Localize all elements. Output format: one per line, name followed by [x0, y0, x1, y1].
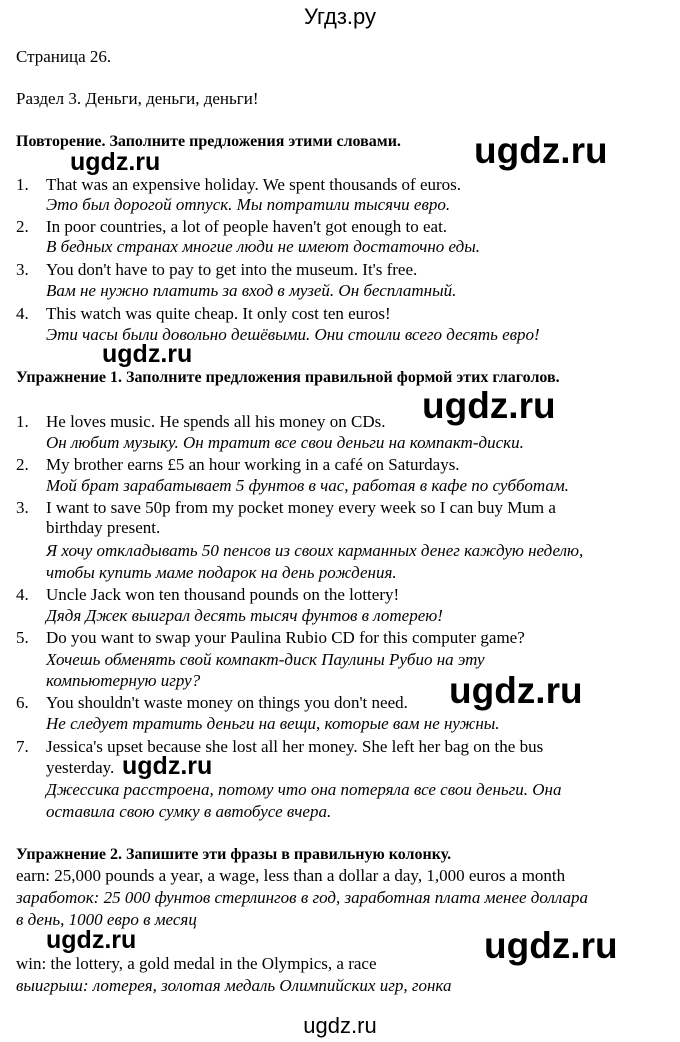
ex1-item-7-en-line1: Jessica's upset because she lost all her money. She left her bag on the bus: [46, 737, 544, 756]
review-item-2-en: In poor countries, a lot of people haven't got enough to eat.: [46, 217, 448, 236]
ex1-item-1-num: 1.: [16, 412, 29, 431]
ex1-item-2-ru: Мой брат зарабатывает 5 фунтов в час, работая в кафе по субботам.: [46, 476, 569, 495]
watermark-4: ugdz.ru: [422, 385, 556, 426]
ex1-item-7-num: 7.: [16, 737, 29, 756]
ex1-item-4-en: Uncle Jack won ten thousand pounds on the lottery!: [46, 585, 400, 604]
ex1-item-7-en-line2: yesterday.: [46, 758, 115, 777]
ex1-item-3-en-line1: I want to save 50p from my pocket money every week so I can buy Mum a: [46, 498, 556, 517]
ex1-item-5-ru-line1: Хочешь обменять свой компакт-диск Паулины Рубио на эту: [46, 650, 485, 669]
review-item-1-en: That was an expensive holiday. We spent thousands of euros.: [46, 175, 462, 194]
ex1-item-1-en: He loves music. He spends all his money on CDs.: [46, 412, 386, 431]
ex1-item-3-en-line2: birthday present.: [46, 518, 161, 537]
watermark-5: ugdz.ru: [449, 670, 583, 711]
ex1-item-1-ru: Он любит музыку. Он тратит все свои деньги на компакт-диски.: [46, 433, 524, 452]
exercise2-heading: Упражнение 2. Запишите эти фразы в правильную колонку.: [16, 846, 452, 863]
review-item-3-num: 3.: [16, 260, 29, 279]
win-phrases: win: the lottery, a gold medal in the Olympics, a race: [16, 954, 377, 973]
footer-site: ugdz.ru: [303, 1013, 377, 1038]
ex1-item-4-ru: Дядя Джек выиграл десять тысяч фунтов в лотерею!: [46, 606, 443, 625]
ex1-item-3-ru-line1: Я хочу откладывать 50 пенсов из своих карманных денег каждую неделю,: [46, 541, 584, 560]
watermark-1: ugdz.ru: [70, 148, 161, 176]
earn-translation-line1: заработок: 25 000 фунтов стерлингов в год, заработная плата менее доллара: [16, 888, 589, 907]
review-item-3-ru: Вам не нужно платить за вход в музей. Он бесплатный.: [46, 281, 457, 300]
review-heading: Повторение. Заполните предложения этими словами.: [16, 133, 401, 150]
earn-translation-line2: в день, 1000 евро в месяц: [16, 910, 197, 929]
watermark-3: ugdz.ru: [102, 340, 193, 368]
review-item-4-en: This watch was quite cheap. It only cost ten euros!: [46, 304, 391, 323]
watermark-7: ugdz.ru: [46, 926, 137, 954]
ex1-item-6-en: You shouldn't waste money on things you don't need.: [46, 693, 408, 712]
ex1-item-6-num: 6.: [16, 693, 29, 712]
watermark-2: ugdz.ru: [474, 130, 608, 171]
review-item-4-num: 4.: [16, 304, 29, 323]
ex1-item-5-ru-line2: компьютерную игру?: [46, 671, 201, 690]
ex1-item-2-num: 2.: [16, 455, 29, 474]
ex1-item-7-ru-line2: оставила свою сумку в автобусе вчера.: [46, 802, 332, 821]
ex1-item-3-num: 3.: [16, 498, 29, 517]
review-item-4-ru: Эти часы были довольно дешёвыми. Они стоили всего десять евро!: [46, 325, 540, 344]
ex1-item-7-ru-line1: Джессика расстроена, потому что она потеряла все свои деньги. Она: [46, 780, 562, 799]
ex1-item-6-ru: Не следует тратить деньги на вещи, которые вам не нужны.: [46, 714, 500, 733]
watermark-8: ugdz.ru: [484, 925, 618, 966]
ex1-item-3-ru-line2: чтобы купить маме подарок на день рождения.: [46, 563, 397, 582]
review-item-2-ru: В бедных странах многие люди не имеют достаточно еды.: [46, 237, 481, 256]
review-item-1-num: 1.: [16, 175, 29, 194]
section-label: Раздел 3. Деньги, деньги, деньги!: [16, 89, 259, 108]
site-title: Угдз.ру: [303, 4, 377, 29]
ex1-item-4-num: 4.: [16, 585, 29, 604]
review-item-2-num: 2.: [16, 217, 29, 236]
win-translation: выигрыш: лотерея, золотая медаль Олимпийских игр, гонка: [16, 976, 452, 995]
page-label: Страница 26.: [16, 47, 112, 66]
earn-phrases: earn: 25,000 pounds a year, a wage, less than a dollar a day, 1,000 euros a month: [16, 866, 566, 885]
ex1-item-2-en: My brother earns £5 an hour working in a café on Saturdays.: [46, 455, 460, 474]
review-item-1-ru: Это был дорогой отпуск. Мы потратили тысячи евро.: [46, 195, 451, 214]
watermark-6: ugdz.ru: [122, 752, 213, 780]
exercise1-heading: Упражнение 1. Заполните предложения правильной формой этих глаголов.: [16, 369, 560, 386]
ex1-item-5-num: 5.: [16, 628, 29, 647]
review-item-3-en: You don't have to pay to get into the museum. It's free.: [46, 260, 418, 279]
ex1-item-5-en: Do you want to swap your Paulina Rubio CD for this computer game?: [46, 628, 525, 647]
